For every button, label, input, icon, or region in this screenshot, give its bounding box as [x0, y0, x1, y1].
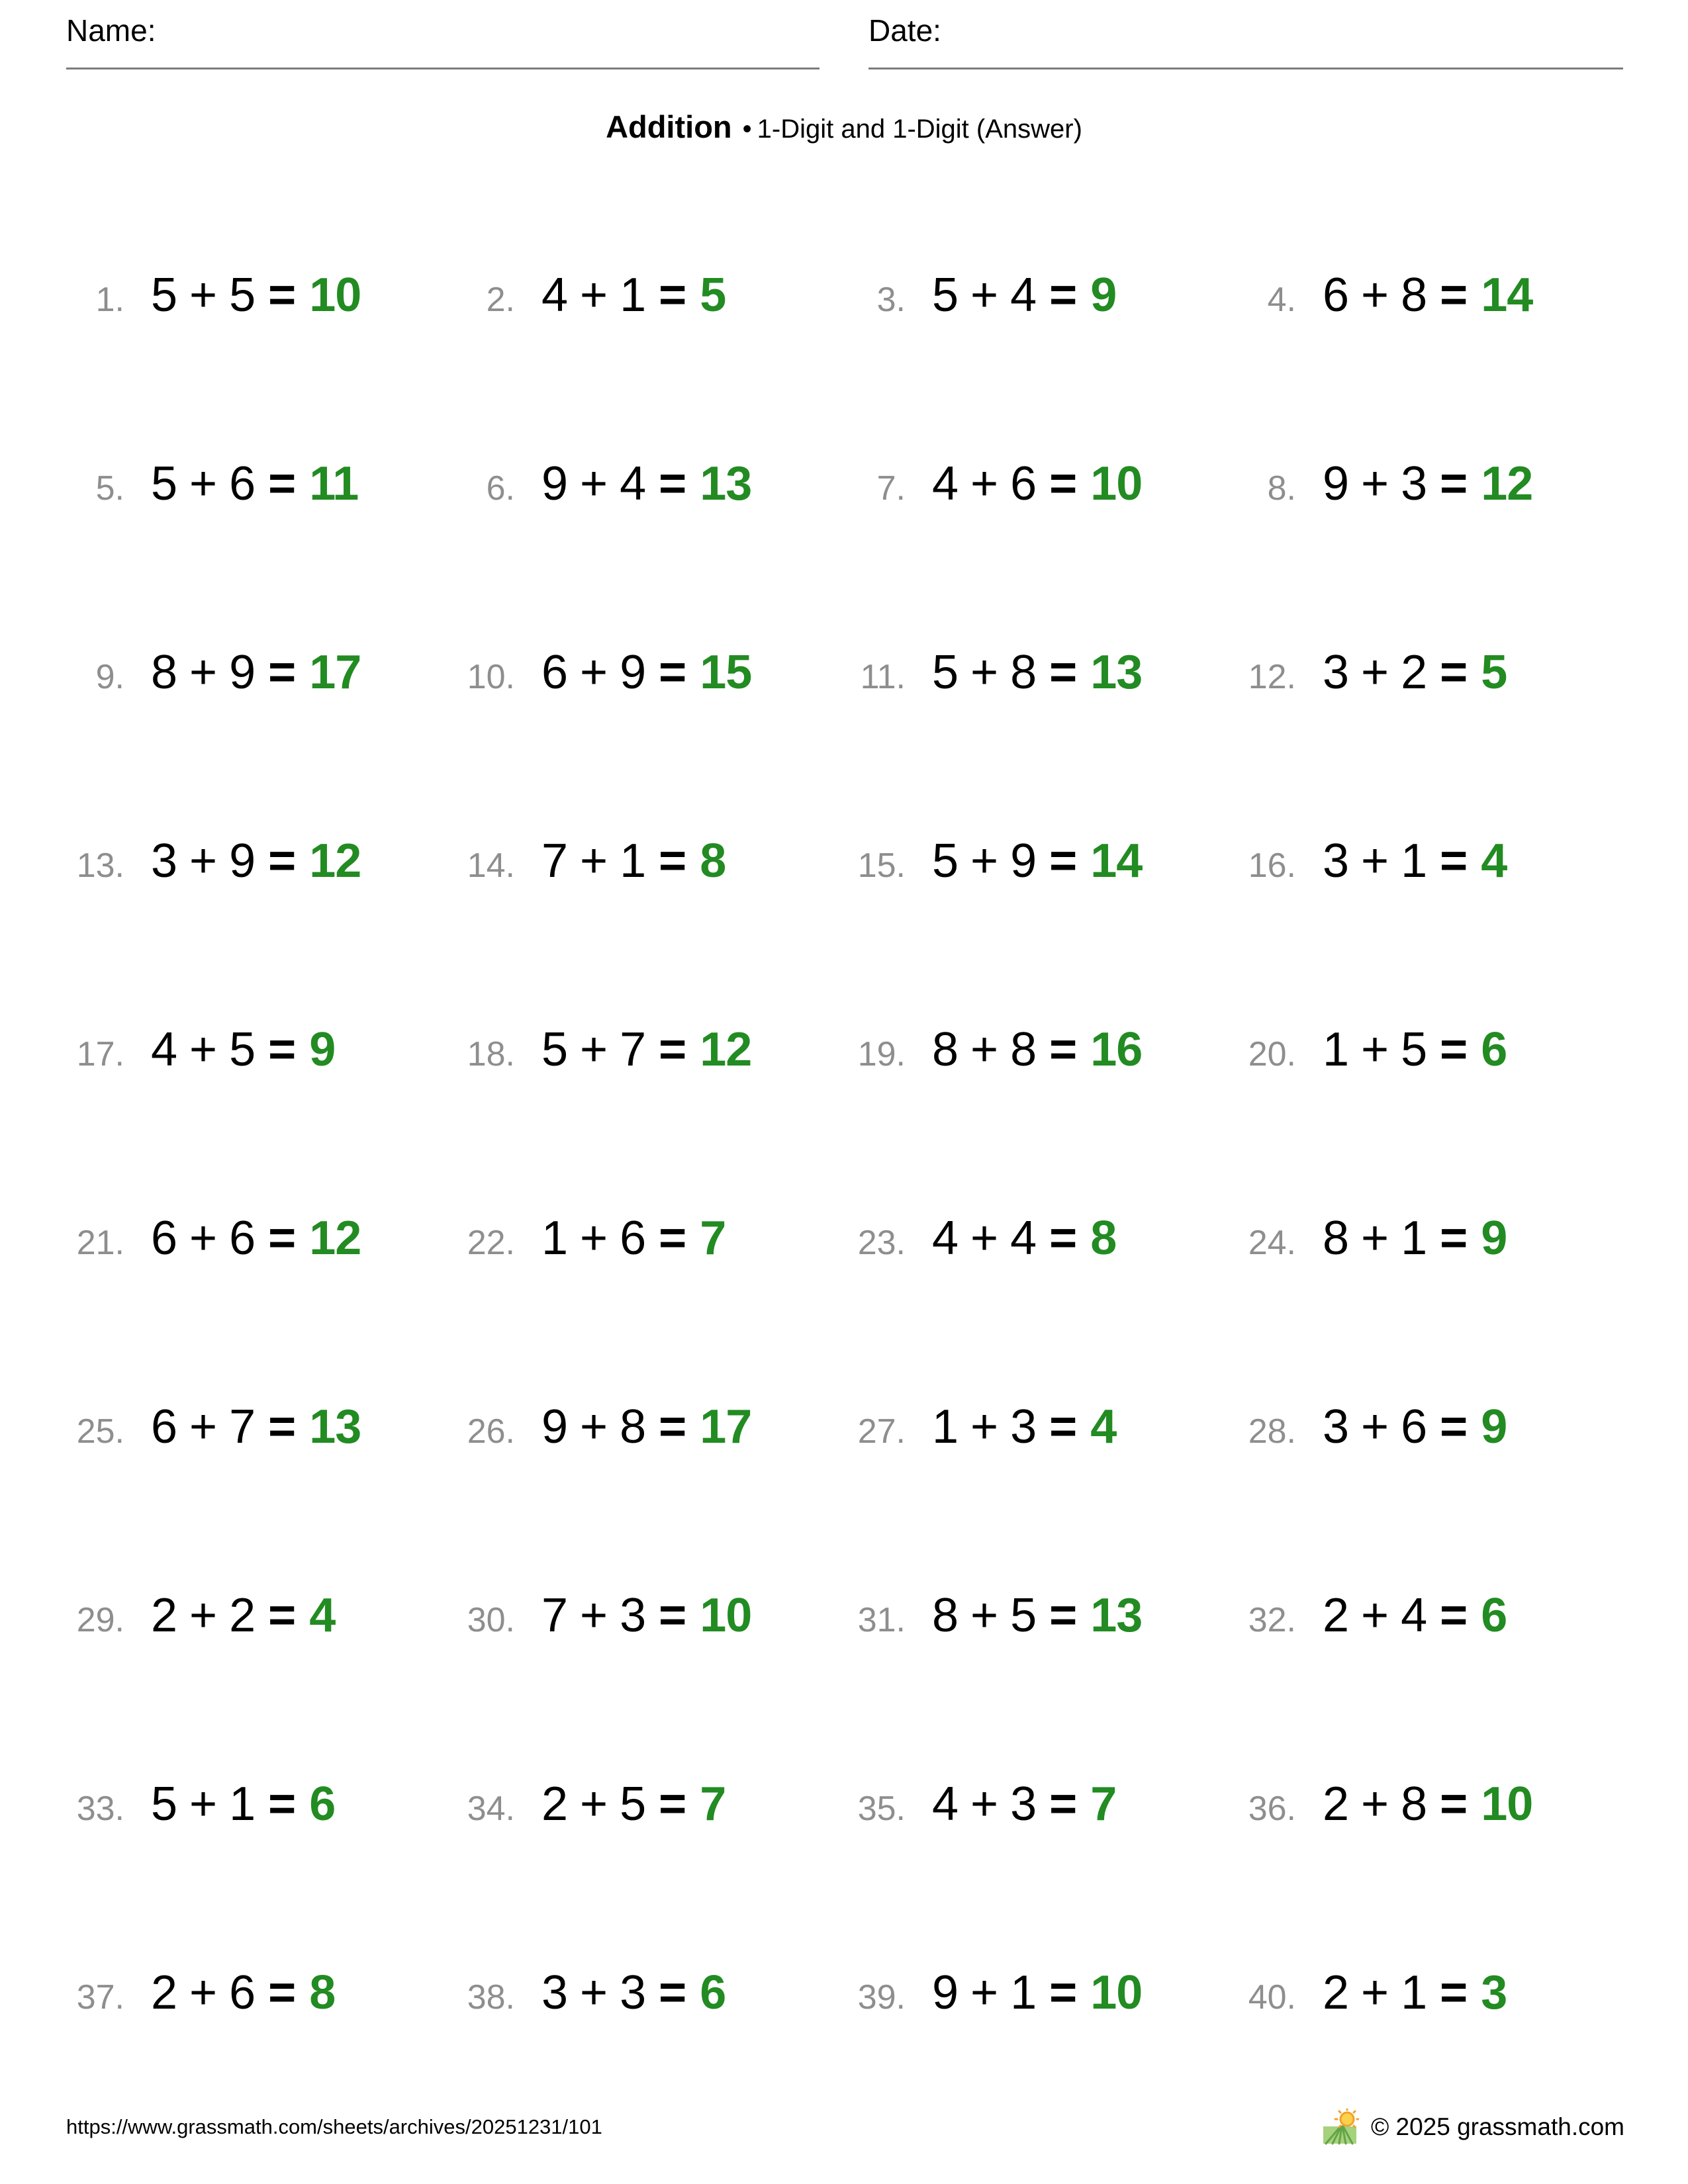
problem-number: 31. — [857, 1601, 906, 1639]
problem-expression: 6 + 8 — [1323, 269, 1427, 322]
problem-answer: 17 — [700, 1400, 752, 1453]
problem-answer: 10 — [1090, 457, 1143, 510]
problem-cell — [457, 764, 847, 953]
date-field — [868, 9, 1623, 69]
problem-number: 25. — [76, 1412, 124, 1451]
problem-expression: 8 + 9 — [151, 646, 256, 699]
problem-number: 38. — [467, 1978, 515, 2017]
problem-expression: 6 + 9 — [541, 646, 646, 699]
problem-expression: 5 + 6 — [151, 457, 256, 510]
title-main: Addition — [606, 109, 732, 144]
problem-number: 27. — [857, 1412, 906, 1451]
problem-answer: 10 — [1090, 1966, 1143, 2019]
problem-expression: 5 + 4 — [932, 269, 1037, 322]
problem-answer: 17 — [309, 646, 361, 699]
problem-number: 37. — [76, 1978, 124, 2017]
problem-expression: 3 + 6 — [1323, 1400, 1427, 1453]
equals-sign: = — [268, 457, 297, 510]
equals-sign: = — [1049, 1589, 1078, 1642]
problem-expression: 4 + 4 — [932, 1212, 1037, 1265]
equals-sign: = — [268, 1212, 297, 1265]
equals-sign: = — [268, 646, 297, 699]
problem-number: 35. — [857, 1790, 906, 1828]
problem-expression: 1 + 3 — [932, 1400, 1037, 1453]
name-field — [66, 9, 820, 69]
problem-cell — [1238, 576, 1628, 764]
problem-number: 23. — [857, 1224, 906, 1262]
problem-cell — [1238, 1707, 1628, 1896]
problem-cell — [847, 1142, 1238, 1330]
equals-sign: = — [268, 1589, 297, 1642]
problem-number: 16. — [1248, 846, 1296, 885]
equals-sign: = — [659, 1778, 687, 1831]
grassmath-logo-icon — [1323, 2109, 1359, 2146]
problem-number: 14. — [467, 846, 515, 885]
equals-sign: = — [1049, 1966, 1078, 2019]
equals-sign: = — [268, 835, 297, 887]
problem-answer: 9 — [1481, 1400, 1507, 1453]
problem-answer: 3 — [1481, 1966, 1507, 2019]
problem-number: 19. — [857, 1035, 906, 1073]
equals-sign: = — [1440, 457, 1468, 510]
equals-sign: = — [659, 1400, 687, 1453]
problem-cell — [66, 387, 457, 576]
problem-answer: 16 — [1090, 1023, 1143, 1076]
equals-sign: = — [1049, 269, 1078, 322]
problem-answer: 12 — [700, 1023, 752, 1076]
problem-answer: 6 — [1481, 1589, 1507, 1642]
equals-sign: = — [1440, 835, 1468, 887]
problem-answer: 12 — [309, 835, 361, 887]
problem-number: 33. — [76, 1790, 124, 1828]
problem-number: 21. — [76, 1224, 124, 1262]
name-label: Name: — [66, 13, 156, 48]
problem-number: 7. — [876, 469, 906, 508]
problem-cell — [66, 953, 457, 1142]
problem-answer: 6 — [1481, 1023, 1507, 1076]
problem-answer: 10 — [309, 269, 361, 322]
problem-expression: 3 + 2 — [1323, 646, 1427, 699]
problem-cell — [66, 1519, 457, 1707]
problem-answer: 6 — [309, 1778, 336, 1831]
equals-sign: = — [1049, 1212, 1078, 1265]
page-title — [0, 109, 1688, 145]
problem-expression: 2 + 8 — [1323, 1778, 1427, 1831]
problem-expression: 7 + 3 — [541, 1589, 646, 1642]
problem-cell — [847, 764, 1238, 953]
equals-sign: = — [1440, 1212, 1468, 1265]
equals-sign: = — [1440, 1966, 1468, 2019]
problem-cell — [1238, 953, 1628, 1142]
equals-sign: = — [659, 1023, 687, 1076]
equals-sign: = — [1440, 269, 1468, 322]
problem-cell — [457, 387, 847, 576]
problem-number: 12. — [1248, 658, 1296, 696]
problem-answer: 13 — [700, 457, 752, 510]
problem-answer: 10 — [1481, 1778, 1533, 1831]
problem-number: 1. — [95, 281, 124, 319]
problem-answer: 13 — [1090, 646, 1143, 699]
problem-expression: 4 + 6 — [932, 457, 1037, 510]
problem-number: 36. — [1248, 1790, 1296, 1828]
problem-answer: 12 — [309, 1212, 361, 1265]
problem-expression: 4 + 5 — [151, 1023, 256, 1076]
problem-number: 29. — [76, 1601, 124, 1639]
problem-expression: 5 + 5 — [151, 269, 256, 322]
equals-sign: = — [1440, 1589, 1468, 1642]
problem-number: 6. — [486, 469, 515, 508]
problem-number: 13. — [76, 846, 124, 885]
equals-sign: = — [1440, 1023, 1468, 1076]
problem-expression: 7 + 1 — [541, 835, 646, 887]
equals-sign: = — [1440, 646, 1468, 699]
problem-expression: 9 + 3 — [1323, 457, 1427, 510]
problem-expression: 2 + 1 — [1323, 1966, 1427, 2019]
problem-number: 39. — [857, 1978, 906, 2017]
title-subtitle: 1-Digit and 1-Digit (Answer) — [757, 114, 1082, 144]
problem-cell — [457, 1896, 847, 2085]
problem-number: 30. — [467, 1601, 515, 1639]
problem-answer: 7 — [1090, 1778, 1117, 1831]
problem-answer: 7 — [700, 1212, 726, 1265]
problem-answer: 13 — [309, 1400, 361, 1453]
problem-expression: 4 + 3 — [932, 1778, 1037, 1831]
equals-sign: = — [659, 457, 687, 510]
problem-cell — [66, 1142, 457, 1330]
problem-cell — [457, 199, 847, 387]
problem-answer: 14 — [1481, 269, 1533, 322]
problem-expression: 6 + 6 — [151, 1212, 256, 1265]
problem-expression: 4 + 1 — [541, 269, 646, 322]
problem-cell — [847, 1896, 1238, 2085]
problem-cell — [457, 1330, 847, 1519]
equals-sign: = — [659, 1589, 687, 1642]
problem-expression: 1 + 5 — [1323, 1023, 1427, 1076]
problem-number: 26. — [467, 1412, 515, 1451]
problem-number: 24. — [1248, 1224, 1296, 1262]
equals-sign: = — [268, 1966, 297, 2019]
problem-expression: 9 + 8 — [541, 1400, 646, 1453]
problem-answer: 5 — [700, 269, 726, 322]
problem-expression: 9 + 1 — [932, 1966, 1037, 2019]
problem-cell — [847, 199, 1238, 387]
problem-expression: 1 + 6 — [541, 1212, 646, 1265]
problem-number: 3. — [876, 281, 906, 319]
problem-cell — [847, 953, 1238, 1142]
problem-expression: 3 + 9 — [151, 835, 256, 887]
problem-cell — [847, 576, 1238, 764]
problem-expression: 2 + 5 — [541, 1778, 646, 1831]
problem-number: 18. — [467, 1035, 515, 1073]
problem-answer: 9 — [309, 1023, 336, 1076]
problem-cell — [1238, 387, 1628, 576]
problem-answer: 6 — [700, 1966, 726, 2019]
problem-expression: 8 + 1 — [1323, 1212, 1427, 1265]
title-bullet: • — [742, 114, 752, 144]
problem-number: 10. — [467, 658, 515, 696]
problem-expression: 5 + 7 — [541, 1023, 646, 1076]
problem-expression: 5 + 9 — [932, 835, 1037, 887]
problem-number: 32. — [1248, 1601, 1296, 1639]
problem-expression: 5 + 1 — [151, 1778, 256, 1831]
problem-expression: 8 + 5 — [932, 1589, 1037, 1642]
problem-number: 20. — [1248, 1035, 1296, 1073]
problem-cell — [1238, 1142, 1628, 1330]
problem-cell — [66, 764, 457, 953]
problem-number: 8. — [1267, 469, 1296, 508]
problem-number: 15. — [857, 846, 906, 885]
problem-expression: 2 + 4 — [1323, 1589, 1427, 1642]
equals-sign: = — [268, 269, 297, 322]
date-label: Date: — [868, 13, 941, 48]
equals-sign: = — [659, 269, 687, 322]
problem-number: 9. — [95, 658, 124, 696]
footer-url: https://www.grassmath.com/sheets/archives/20251231/101 — [66, 2115, 602, 2138]
problem-answer: 8 — [1090, 1212, 1117, 1265]
problem-number: 34. — [467, 1790, 515, 1828]
problem-number: 28. — [1248, 1412, 1296, 1451]
problem-expression: 9 + 4 — [541, 457, 646, 510]
problem-number: 40. — [1248, 1978, 1296, 2017]
problem-answer: 4 — [1090, 1400, 1117, 1453]
problem-answer: 10 — [700, 1589, 752, 1642]
equals-sign: = — [659, 835, 687, 887]
problem-cell — [847, 1330, 1238, 1519]
problem-cell — [457, 1142, 847, 1330]
problem-answer: 4 — [1481, 835, 1507, 887]
problem-answer: 4 — [309, 1589, 336, 1642]
problem-cell — [66, 1330, 457, 1519]
problem-cell — [847, 1707, 1238, 1896]
problem-answer: 14 — [1090, 835, 1143, 887]
problem-cell — [457, 1707, 847, 1896]
problem-cell — [457, 1519, 847, 1707]
problem-answer: 12 — [1481, 457, 1533, 510]
problem-number: 2. — [486, 281, 515, 319]
problem-answer: 13 — [1090, 1589, 1143, 1642]
problem-expression: 2 + 2 — [151, 1589, 256, 1642]
equals-sign: = — [659, 1212, 687, 1265]
problem-expression: 2 + 6 — [151, 1966, 256, 2019]
problem-cell — [1238, 1519, 1628, 1707]
problem-cell — [847, 387, 1238, 576]
problem-answer: 15 — [700, 646, 752, 699]
equals-sign: = — [659, 1966, 687, 2019]
problem-number: 11. — [860, 658, 906, 696]
equals-sign: = — [268, 1400, 297, 1453]
problem-cell — [1238, 1330, 1628, 1519]
problem-expression: 6 + 7 — [151, 1400, 256, 1453]
footer-copyright: © 2025 grassmath.com — [1370, 2113, 1624, 2140]
equals-sign: = — [268, 1778, 297, 1831]
problem-cell — [66, 199, 457, 387]
problem-answer: 5 — [1481, 646, 1507, 699]
problem-cell — [1238, 764, 1628, 953]
equals-sign: = — [1049, 1023, 1078, 1076]
problem-expression: 3 + 3 — [541, 1966, 646, 2019]
equals-sign: = — [1049, 1778, 1078, 1831]
problem-answer: 9 — [1090, 269, 1117, 322]
equals-sign: = — [1049, 835, 1078, 887]
problem-cell — [66, 576, 457, 764]
problem-cell — [66, 1896, 457, 2085]
equals-sign: = — [1049, 1400, 1078, 1453]
equals-sign: = — [659, 646, 687, 699]
problem-answer: 8 — [700, 835, 726, 887]
problem-expression: 5 + 8 — [932, 646, 1037, 699]
problem-number: 4. — [1267, 281, 1296, 319]
equals-sign: = — [268, 1023, 297, 1076]
problem-answer: 11 — [309, 457, 359, 510]
problem-number: 5. — [95, 469, 124, 508]
problem-cell — [66, 1707, 457, 1896]
equals-sign: = — [1440, 1400, 1468, 1453]
problem-number: 17. — [76, 1035, 124, 1073]
problem-expression: 3 + 1 — [1323, 835, 1427, 887]
problems-grid — [66, 199, 1628, 2085]
problem-cell — [1238, 199, 1628, 387]
footer-credit — [1323, 2109, 1624, 2146]
equals-sign: = — [1049, 457, 1078, 510]
footer — [66, 2109, 1624, 2146]
problem-cell — [457, 953, 847, 1142]
problem-cell — [847, 1519, 1238, 1707]
problem-answer: 9 — [1481, 1212, 1507, 1265]
problem-expression: 8 + 8 — [932, 1023, 1037, 1076]
problem-answer: 8 — [309, 1966, 336, 2019]
equals-sign: = — [1049, 646, 1078, 699]
problem-cell — [1238, 1896, 1628, 2085]
problem-answer: 7 — [700, 1778, 726, 1831]
equals-sign: = — [1440, 1778, 1468, 1831]
problem-cell — [457, 576, 847, 764]
problem-number: 22. — [467, 1224, 515, 1262]
